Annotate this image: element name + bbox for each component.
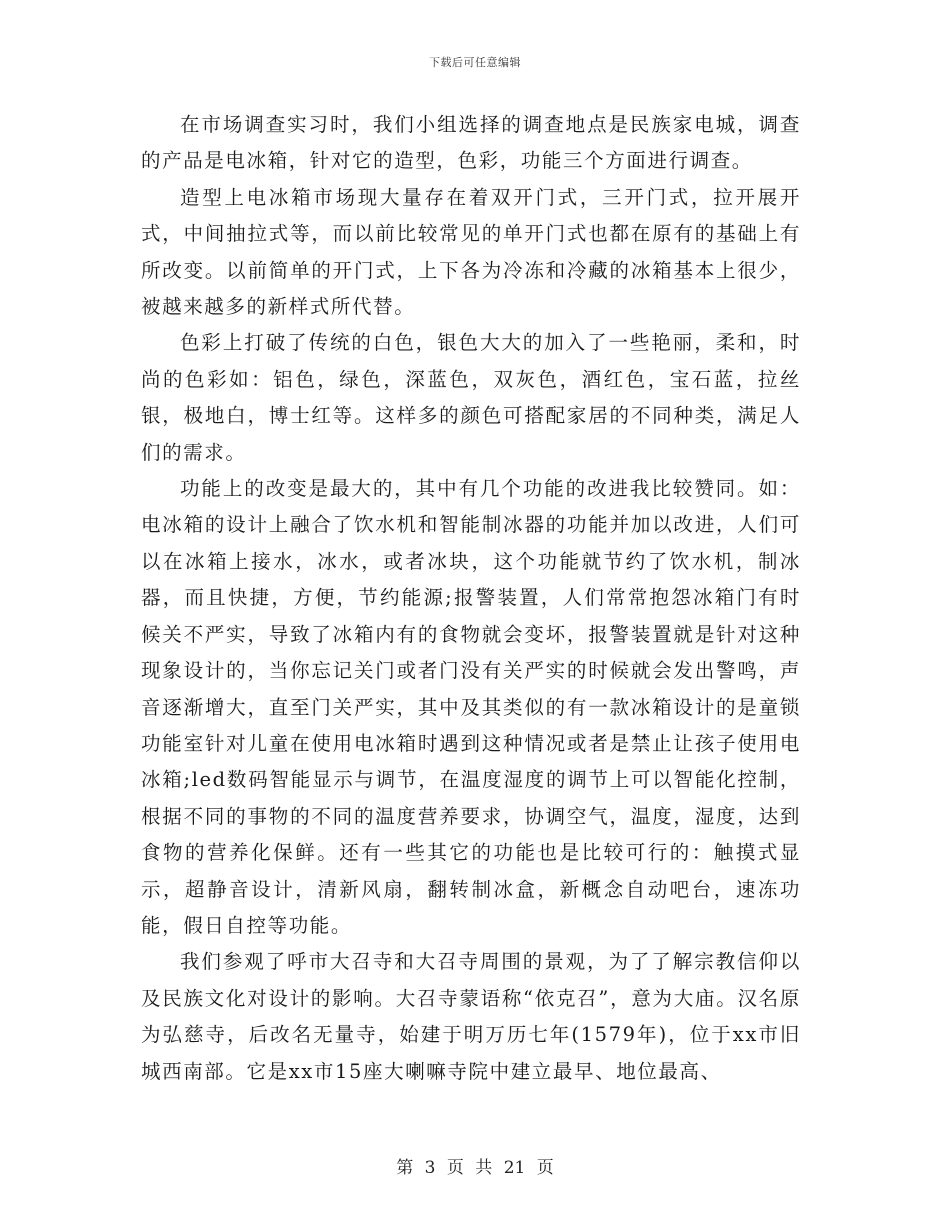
- paragraph-shape: 造型上电冰箱市场现大量存在着双开门式，三开门式，拉开展开式，中间抽拉式等，而以前比较常见的单开门式也都在原有的基础上有所改变。以前简单的开门式，上下各为冷冻和冷藏的冰箱基本上很少，被越来越多的新样式所代替。: [141, 185, 801, 319]
- page-number: 第 3 页 共 21 页: [396, 1158, 554, 1178]
- paragraph-color: 色彩上打破了传统的白色，银色大大的加入了一些艳丽，柔和，时尚的色彩如：铝色，绿色，深蓝色，双灰色，酒红色，宝石蓝，拉丝银，极地白，博士红等。这样多的颜色可搭配家居的不同种类，满足人们的需求。: [141, 331, 801, 464]
- document-body: [141, 107, 801, 1090]
- page-header-note: 下载后可任意编辑: [429, 56, 521, 69]
- paragraph-temple-visit: 我们参观了呼市大召寺和大召寺周围的景观，为了了解宗教信仰以及民族文化对设计的影响。大召寺蒙语称“依克召”，意为大庙。汉名原为弘慈寺，后改名无量寺，始建于明万历七年(1579年)，位于xx市旧城西南部。它是xx市15座大喇嘛寺院中建立最早、地位最高、: [141, 950, 801, 1083]
- paragraph-market-survey: 在市场调查实习时，我们小组选择的调查地点是民族家电城，调查的产品是电冰箱，针对它的造型，色彩，功能三个方面进行调查。: [141, 113, 801, 173]
- paragraph-function: 功能上的改变是最大的，其中有几个功能的改进我比较赞同。如：电冰箱的设计上融合了饮水机和智能制冰器的功能并加以改进，人们可以在冰箱上接水，冰水，或者冰块，这个功能就节约了饮水机，制冰器，而且快捷，方便，节约能源;报警装置，人们常常抱怨冰箱门有时候关不严实，导致了冰箱内有的食物就会变坏，报警装置就是针对这种现象设计的，当你忘记关门或者门没有关严实的时候就会发出警鸣，声音逐渐增大，直至门关严实，其中及其类似的有一款冰箱设计的是童锁功能室针对儿童在使用电冰箱时遇到这种情况或者是禁止让孩子使用电冰箱;led数码智能显示与调节，在温度湿度的调节上可以智能化控制，根据不同的事物的不同的温度营养要求，协调空气，温度，湿度，达到食物的营养化保鲜。还有一些其它的功能也是比较可行的：触摸式显示，超静音设计，清新风扇，翻转制冰盒，新概念自动吧台，速冻功能，假日自控等功能。: [141, 477, 801, 937]
